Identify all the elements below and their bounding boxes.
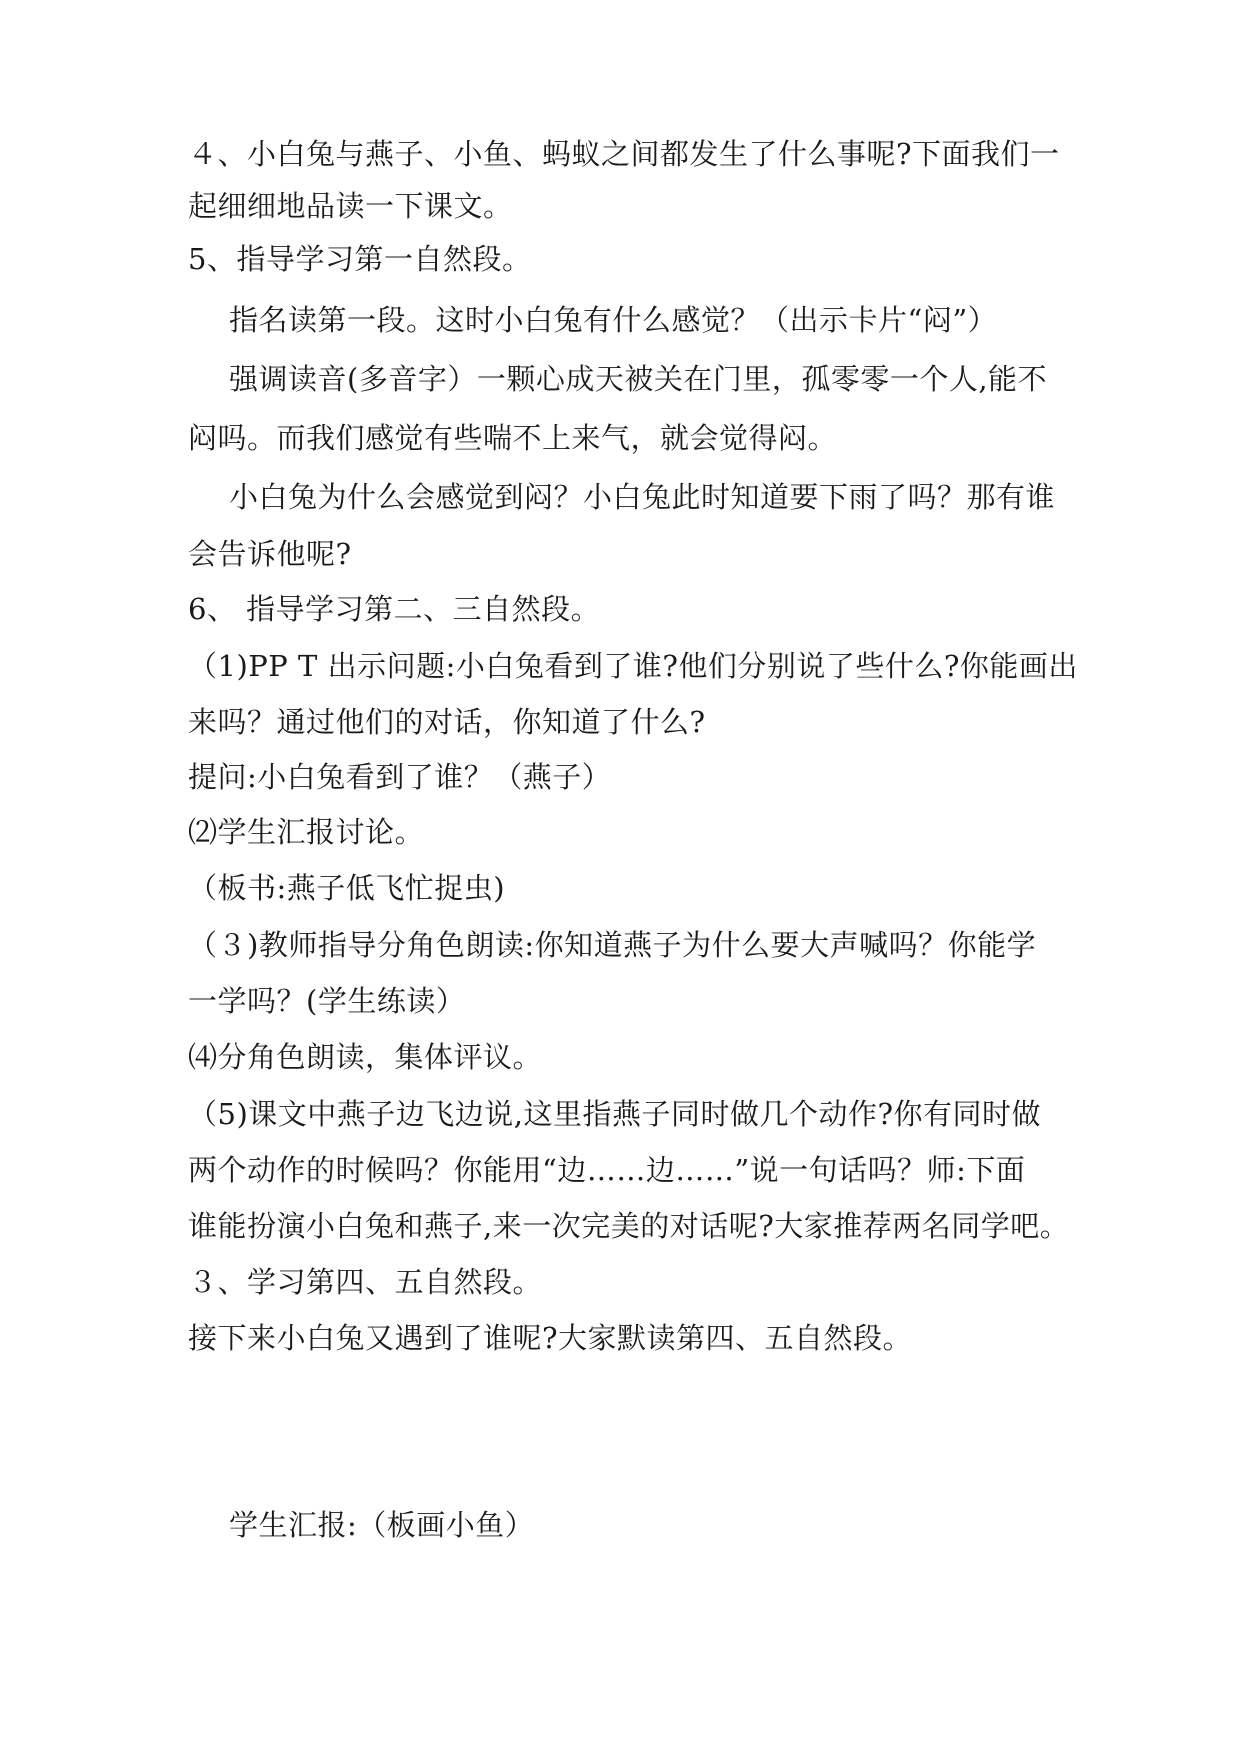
- text-line-15: （３)教师指导分角色朗读:你知道燕子为什么要大声喊吗？你能学: [188, 928, 1037, 962]
- text-line-17: ⑷分角色朗读，集体评议。: [188, 1040, 543, 1074]
- text-line-14: （板书:燕子低飞忙捉虫): [188, 871, 506, 905]
- text-line-19: 两个动作的时候吗？你能用“边……边……”说一句话吗？师:下面: [188, 1153, 1026, 1187]
- text-line-1: ４、小白兔与燕子、小鱼、蚂蚁之间都发生了什么事呢?下面我们一: [188, 137, 1060, 171]
- text-line-11: 来吗？通过他们的对话，你知道了什么?: [188, 705, 706, 739]
- text-line-5: 强调读音(多音字）一颗心成天被关在门里，孤零零一个人,能不: [229, 362, 1048, 396]
- text-line-9: 6、 指导学习第二、三自然段。: [188, 592, 601, 626]
- text-line-6: 闷吗。而我们感觉有些喘不上来气，就会觉得闷。: [188, 421, 838, 455]
- text-line-23: 学生汇报:（板画小鱼）: [229, 1508, 535, 1542]
- text-line-3: 5、指导学习第一自然段。: [188, 242, 532, 276]
- text-line-12: 提问:小白兔看到了谁？（燕子）: [188, 760, 612, 794]
- text-line-8: 会告诉他呢?: [188, 537, 352, 571]
- text-line-10: （1)PP T 出示问题:小白兔看到了谁?他们分别说了些什么?你能画出: [188, 649, 1078, 683]
- text-line-21: ３、学习第四、五自然段。: [188, 1265, 543, 1299]
- text-line-22: 接下来小白兔又遇到了谁呢?大家默读第四、五自然段。: [188, 1321, 913, 1355]
- text-line-18: （5)课文中燕子边飞边说,这里指燕子同时做几个动作?你有同时做: [188, 1097, 1042, 1131]
- text-line-7: 小白兔为什么会感觉到闷？小白兔此时知道要下雨了吗？那有谁: [229, 480, 1056, 514]
- text-line-13: ⑵学生汇报讨论。: [188, 815, 425, 849]
- text-line-4: 指名读第一段。这时小白兔有什么感觉？（出示卡片“闷”）: [229, 303, 998, 337]
- text-line-2: 起细细地品读一下课文。: [188, 189, 513, 223]
- text-line-16: 一学吗？(学生练读）: [188, 984, 466, 1018]
- text-line-20: 谁能扮演小白兔和燕子,来一次完美的对话呢?大家推荐两名同学吧。: [188, 1209, 1070, 1243]
